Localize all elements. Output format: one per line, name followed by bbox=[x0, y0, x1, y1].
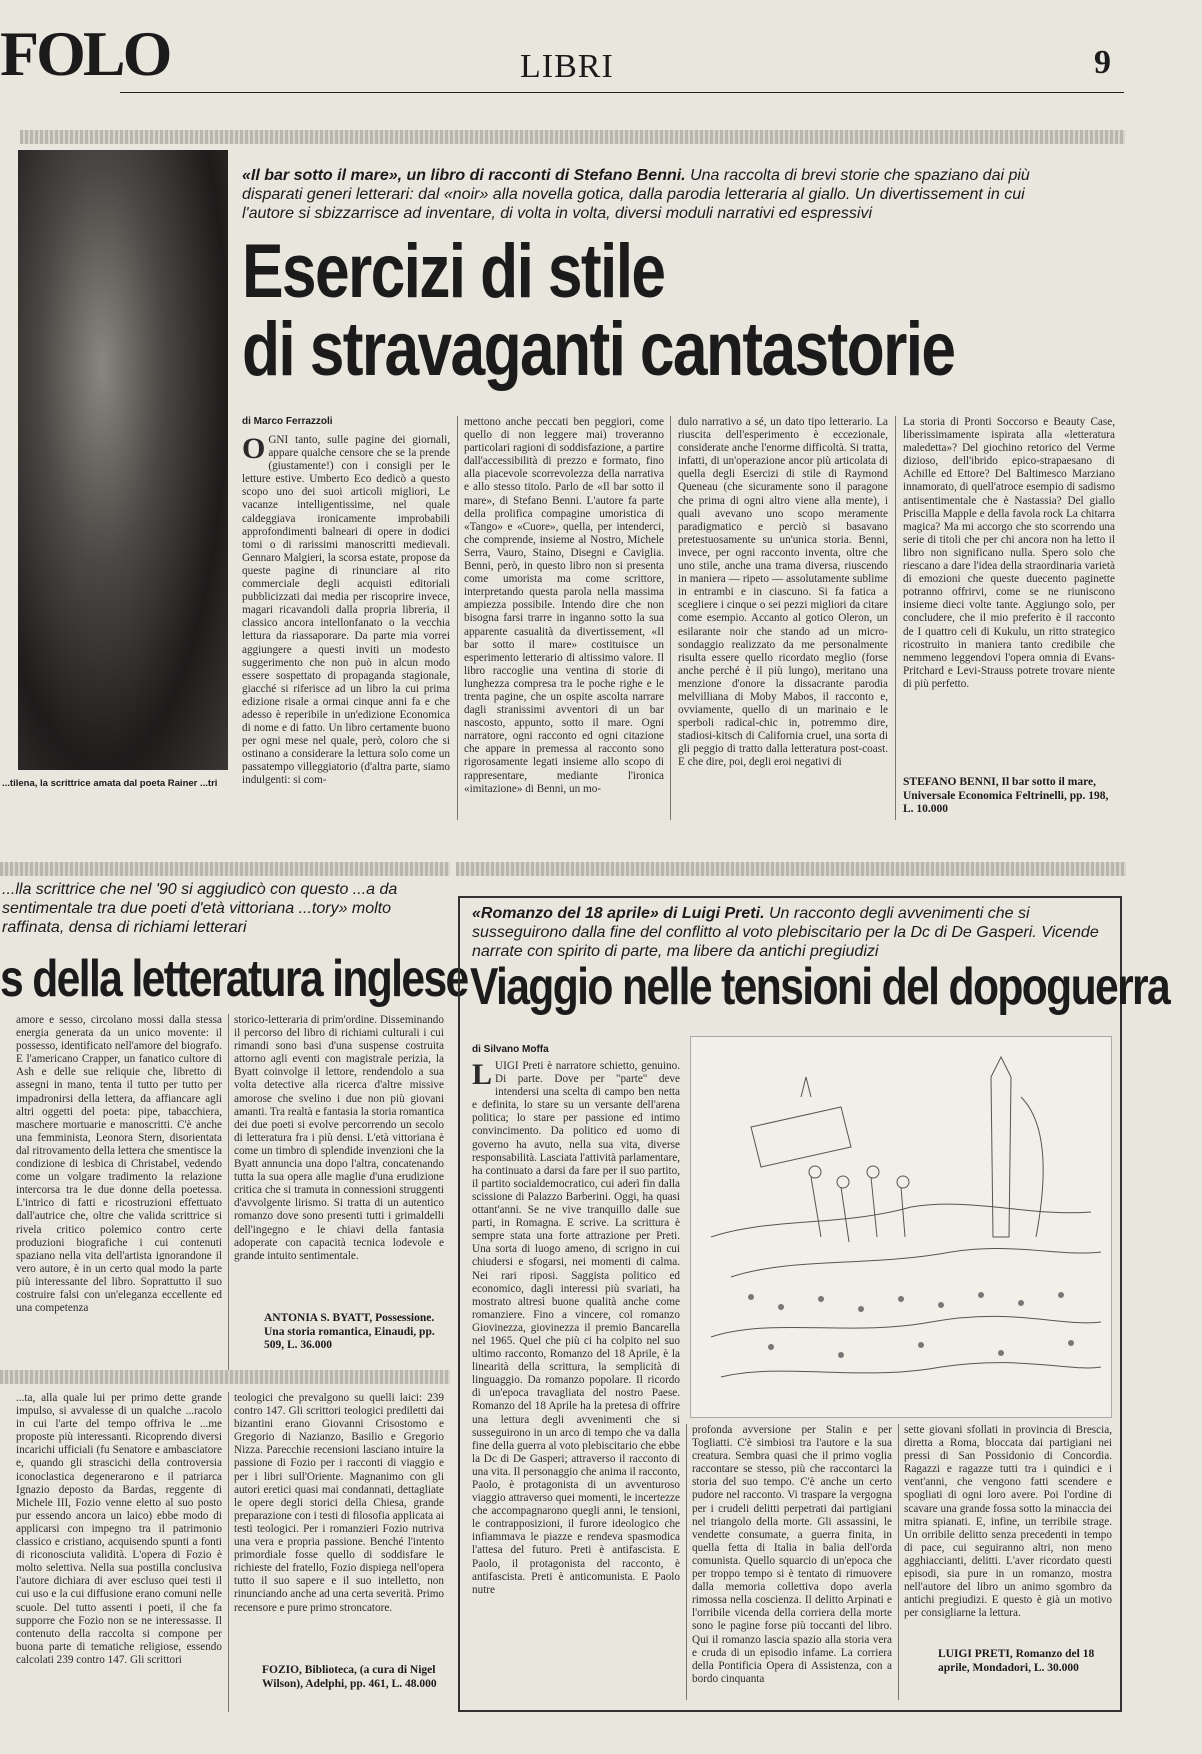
illustration-sketch bbox=[691, 1037, 1111, 1417]
band-middle-left bbox=[0, 862, 450, 876]
section-title: LIBRI bbox=[520, 48, 614, 85]
article3-column-2: teologici che prevalgono su quelli laici: 239 contro 147. Gli scrittori teologici prediletti dai bizantini erano Giovanni Crisostomo e Gregorio di Nazianzo, Basilio e Gregorio Nizza. Parecchie recensioni lasciano intuire la passione di Fozio per i racconti di viaggio e per i libri sull'Oriente. Magnanimo con gli autori eretici quasi mai condannati, dettagliate le opere degli storici della Chiesa, grande preparazione con i testi di filosofia applicata ai testi teologici. Per i romanzieri Fozio nutriva una vera e propria passione. Benché l'intento primordiale fosse quello di soddisfare le richieste del fratello, Fozio dispiega nell'opera tutto il suo sapere e il suo intelletto, non rinunciando anche ad una certa severità. Primo recensore e pure primo stroncatore. bbox=[234, 1392, 444, 1614]
article3-column-1: ...ta, alla quale lui per primo dette grande impulso, si avvalesse di un qualche ...racolo in cui l'arte del tempo offriva le ...me proposte più interessanti. Ricoprendo diversi incarichi ufficiali (fu Senatore e ambasciatore e, quando gli strascichi della controversia iconoclastica degenerarono e il patriarca Ignazio deposto da Bardas, reggente di Michele III, Fozio venne eletto al suo posto pur essendo ancora un laico) ebbe modo di applicarsi con impegno tra il patrimonio classico e cristiano, acquisendo spunti a fonti di riconosciuta validità. L'opera di Fozio è molto selettiva. Nella sua postilla conclusiva l'autore dichiara di aver escluso quei testi il cui uso e la cui diffusione erano comuni nelle scuole. Del tutto assenti i poeti, il che fa supporre che Fozio non se ne interessasse. Il contenuto della raccolta si compone per buona parte di tematiche religiose, essendo calcolati 239 contro 147. Gli scrittori bbox=[16, 1392, 222, 1666]
dropcap: O bbox=[242, 434, 266, 465]
article4-headline: Viaggio nelle tensioni del dopoguerra bbox=[470, 958, 1170, 1016]
article1-kicker bbox=[242, 166, 1072, 223]
article2-book-credit: ANTONIA S. BYATT, Possessione. Una storia romantica, Einaudi, pp. 509, L. 36.000 bbox=[264, 1312, 435, 1351]
article2-column-1: amore e sesso, circolano mossi dalla stessa energia generata da un unico movente: il possesso, identificato nell'amore del biografo. E l'americano Crapper, un fanatico cultore di Ash e delle sue reliquie che, libretto di assegni in mano, tenta il tutto per tutto per impadronirsi della lettera, da affiancare agli altri oggetti del poeta: pipe, tabacchiera, maschere mortuarie e manoscritti. C'è anche una femminista, Leonora Stern, disorientata dal ritrovamento della lettera che smentisce la condizione di lesbica di Christabel, vedendo come un volgare tradimento la relazione intercorsa tra le due donne della poetessa. L'intrico di fatti e ricostruzioni effettuato dall'autrice che, oltre che valida scrittrice si rivela critico polemico contro certe produzioni biografiche i cui contenuti spaziano nella vita dell'artista ignorandone il vero autore, è in un certo qual modo la parte più interessante del libro. Soprattutto il suo costruire falsi con un'eleganza eccellente ed una competenza bbox=[16, 1014, 222, 1315]
article2-headline: s della letteratura inglese bbox=[0, 950, 468, 1008]
band-middle-right bbox=[456, 862, 1126, 876]
column-divider bbox=[457, 416, 458, 820]
article4-book-credit: LUIGI PRETI, Romanzo del 18 aprile, Mondadori, L. 30.000 bbox=[938, 1648, 1095, 1674]
article4-kicker-text: Un racconto degli avvenimenti che si susseguirono dalla fine del conflitto al voto plebiscitario per la Dc di De Gasperi. Vicende narrate con spirito di parte, ma libere da antichi pregiudizi bbox=[472, 905, 1099, 960]
article1-headline-line1: Esercizi di stile bbox=[242, 229, 665, 314]
column-divider bbox=[686, 1424, 687, 1700]
photo-caption: ...tilena, la scrittrice amata dal poeta Rainer ...tri bbox=[2, 778, 218, 789]
article3-book-credit: FOZIO, Biblioteca, (a cura di Nigel Wilson), Adelphi, pp. 461, L. 48.000 bbox=[262, 1664, 437, 1690]
article4-column-2: profonda avversione per Stalin e per Togliatti. C'è simbiosi tra l'autore e la sua creatura. Sembra quasi che il primo voglia raccontare se stesso, più che raccontarci la storia del suo tempo. C'è anche un certo pudore nel racconto. Vi traspare la vergogna per i crudeli delitti perpetrati dai partigiani nel triangolo della morte. Gli assassini, le vendette consumate, a guerra finita, in quella fetta di Italia in balia dell'orda comunista. Quello squarcio di un'epoca che per troppo tempo si è tentato di rimuovere dalla memoria collettiva dopo averla rimossa nella coscienza. Il delitto Arpinati e l'orribile vicenda della corriera della morte sono le pagine forse più toccanti del libro. Qui il romanzo lascia spazio alla storia vera e cruda di un episodio infame. La corriera della Pontificia Opera di Assistenza, con a bordo cinquanta bbox=[692, 1424, 892, 1685]
illustration-drawing bbox=[690, 1036, 1112, 1418]
article1-byline: di Marco Ferrazzoli bbox=[242, 416, 333, 427]
article1-column-3: dulo narrativo a sé, un dato tipo letterario. La riuscita dell'esperimento è eccezionale, considerate anche l'enorme difficoltà. Si tratta, infatti, di un'operazione ancor più articolata di quella degli Esercizi di stile di Raymond Queneau (che sicuramente sono il paragone che prima di ogni altro viene alla mente), i quali avevano uno scopo meramente paradigmatico e perciò si basavano pretestuosamente su un'unica storia. Benni, invece, per ogni racconto inventa, oltre che uno stile, anche una trama diversa, riuscendo in maniera — ripeto — assolutamente sublime in entrambi e in ciascuno. Si fa fatica a scegliere i cinque o sei pezzi migliori da citare come esempio. Accanto al gotico Oleron, un esilarante noir che stando ad un micro-sondaggio realizzato da me personalmente risulta essere quello ricordato meglio (forse anche perché è il più lungo), meritano una menzione d'onore la dissacrante parodia melvilliana di Moby Mabos, il racconto e, ovviamente, quello di un marinaio e le sperboli radical-chic in, potremmo dire, stadiosi-kitsch di California cruel, una sorta di gli peggio di tratto dalla letteratura post-coast. E che dire, poi, degli eroi negativi di bbox=[678, 416, 888, 769]
column-divider bbox=[895, 416, 896, 820]
author-photo bbox=[18, 150, 228, 770]
article1-book-credit: STEFANO BENNI, Il bar sotto il mare, Universale Economica Feltrinelli, pp. 198, L. 10.000 bbox=[903, 776, 1109, 815]
dropcap: L bbox=[472, 1060, 493, 1091]
column-divider bbox=[228, 1014, 229, 1384]
article1-column-4: La storia di Pronti Soccorso e Beauty Case, liberissimamente ispirata alla «letteratura maledetta»? Del giochino retorico del Verme dizioso, dell'ibrido epico-strapaesano di Achille ed Ettore? Del Baltimesco Marziano innamorato, di quell'atroce esempio di sadismo antisentimentale che è Nastassia? Del giallo Priscilla Mapple e della favola rock La chitarra magica? Ma mi accorgo che sto scorrendo una serie di titoli che per chi ancora non ha letto il libro non significano nulla. Spero solo che riescano a dare l'idea della straordinaria varietà di emozioni che queste duecento paginette potranno offrirvi, come se ne riuniscono insieme dieci volte tante. Aggiungo solo, per concludere, che il mio preferito è il racconto de I quattro celi di Kukulu, un ritto strategico ricostruito in maniera tanto credibile che nemmeno leggendovi l'opera omnia di Evans-Pritchard e Levi-Strauss potrete trovare niente di più perfetto. bbox=[903, 416, 1115, 690]
article4-kicker bbox=[472, 904, 1108, 961]
article2-column-2: storico-letteraria di prim'ordine. Disseminando il percorso del libro di richiami culturali i cui rimandi sono basi d'una suspense costruita attorno agli eventi con magistrale perizia, la Byatt coinvolge il lettore, rendendolo a sua volta detective alla ricerca d'altre missive amorose che svelino i due non più giovani amanti. Tra realtà e fantasia la storia romantica dei due poeti si evolve percorrendo un secolo di letteratura fra i più densi. L'età vittoriana è come un timbro di splendide invenzioni che la Byatt annuncia una dopo l'altra, concatenando tutta la sua opera alle maglie d'una erudizione critica che si tramuta in connessioni struggenti d'avvolgente lirismo. Si tratta di un autentico romanzo dove sono presenti tutti i grimaldelli dell'ingegno e le chiavi della fantasia adoperate con capacità tecnica lodevole e grande intuito sentimentale. bbox=[234, 1014, 444, 1262]
article1-kicker-title: «Il bar sotto il mare», un libro di racconti di Stefano Benni. bbox=[242, 167, 686, 184]
article4-kicker-title: «Romanzo del 18 aprile» di Luigi Preti. bbox=[472, 905, 765, 922]
article1-column-1: OGNI tanto, sulle pagine dei giornali, appare qualche censore che se la prende (giustamente!) con i consigli per le letture estive. Umberto Eco dedicò a questo scopo uno dei suoi articoli migliori, Le vacanze intelligentissime, nel quale caldeggiava ironicamente improbabili approfondimenti balneari di opere in dodici tomi o di rarissimi manoscritti medievali. Gennaro Malgieri, la scorsa estate, propose da queste pagine di rinunciare al rito commerciale degli acquisti editoriali pubblicizzati dai media per riscoprire invece, magari ricavandoli dalla propria libreria, il classico ancora intellonfanato o la vecchia lettura da riassaporare. Da parte mia vorrei aggiungere a questi inviti un modesto suggerimento che non può in alcun modo essere sospettato di propaganda stagionale, giacché si riferisce ad un libro la cui prima edizione risale a ormai cinque anni fa e che adesso è reperibile in un'edizione Economica di nome e di fatto. Un libro certamente buono per ogni mese nel quale, però, coloro che si ostinano a considerare la lettura solo come un passatempo villeggiatorio (d'altra parte, siamo indulgenti: si com- bbox=[242, 434, 450, 787]
band-top bbox=[20, 130, 1125, 144]
column-divider bbox=[670, 416, 671, 820]
article4-column-1: LUIGI Preti è narratore schietto, genuino. Di parte. Dove per "parte" deve intendersi una scelta di campo ben netta e definita, lo stare su un versante dell'arena politica; lo stare per passione ed intimo convincimento. Da politico ed uomo di governo ha avuto, nella sua vita, diverse responsabilità. Lasciata l'attività parlamentare, ha continuato a darsi da fare per il suo partito, il partito socialdemocratico, cui aderì fin dalla scissione di Palazzo Barberini. Oggi, ha quasi ottant'anni. Se ne vive tranquillo dalle sue parti, in Romagna. E scrive. La scrittura è sempre stata una forte attrazione per Preti. Una sorta di luogo ameno, di scrigno in cui chiudersi e sfogarsi, nei momenti di calma. Nei rari riposi. Saggista politico ed economico, dagli interessi più svariati, ha mostrato altresì buone qualità anche come romanziere. Fino a vincere, col romanzo Giovinezza, giovinezza il premio Bancarella nel 1965. Quel che più ci ha colpito nel suo ultimo racconto, Romanzo del 18 Aprile, è la linearità della scrittura, la semplicità di linguaggio. Da romanzo popolare. Il ricordo di un'epoca travagliata del nostro Paese. Romanzo del 18 Aprile ha la pretesa di offrire una lettura degli avvenimenti che si susseguirono in un arco di tempo che va dalla fine della guerra al voto plebiscitario che ebbe la Dc di De Gasperi; attraverso il racconto di una vita. Il personaggio che anima il racconto, Paolo, è protagonista di un avventuroso viaggio attraverso quei momenti, le incertezze che accompagnarono quegli anni, le tensioni, le contrapposizioni, il furore ideologico che infiammava le piazze e rendeva spasmodica l'attesa del futuro. Preti è antifascista. E Paolo, il protagonista del racconto, è antifascista. Preti è anticomunista. E Paolo nutre bbox=[472, 1060, 680, 1596]
header-rule bbox=[120, 92, 1124, 93]
article1-column-2: mettono anche peccati ben peggiori, come quello di non leggere mai) troveranno particolari ragioni di soddisfazione, a partire dall'accessibilità di prezzo e formato, fino alla piacevole scorrevolezza della narrativa e allo stesso titolo. Parlo de «Il bar sotto il mare», di Stefano Benni. L'autore fa parte della prolifica compagine umoristica di «Tango» e «Cuore», quella, per intenderci, che comprende, insieme al Nostro, Michele Serra, Vauro, Staino, Disegni e Caviglia. Benni, però, in questo libro non si presenta come umorista ma come scrittore, interpretando questa parola nella massima ampiezza possibile. Intendo dire che non bisogna farsi trarre in inganno sotto la sua apparente casualità da divertissement, «Il bar sotto il mare» costituisce un esperimento letterario di altissimo valore. Il libro raccoglie una ventina di storie di lunghezza compresa tra le poche righe e le trenta pagine, che un ospite ascolta narrare dagli stranissimi avventori di un bar nascosto, appunto, sotto il mare. Ogni narratore, ogni racconto ed ogni citazione che appare in premessa al racconto sono rigorosamente legati insieme allo scopo di rappresentare, mediante l'ironica «imitazione» di Benni, un mo- bbox=[464, 416, 664, 795]
masthead: FOLO bbox=[0, 18, 170, 89]
article1-kicker-text: Una raccolta di brevi storie che spaziano dai più disparati generi letterari: dal «noir» alla novella gotica, dalla parodia letteraria al giallo. Un divertissement in cui l'autore si sbizzarrisce ad inventare, di volta in volta, diversi moduli narrativi ed espressivi bbox=[242, 167, 1030, 222]
article4-byline: di Silvano Moffa bbox=[472, 1044, 549, 1055]
article1-headline-line2: di stravaganti cantastorie bbox=[242, 307, 955, 392]
column-divider bbox=[228, 1392, 229, 1712]
band-bottom-left bbox=[0, 1370, 450, 1384]
page-number: 9 bbox=[1094, 44, 1111, 81]
article4-column-3: sette giovani sfollati in provincia di Brescia, diretta a Roma, bloccata dai partigiani nei pressi di San Possidonio di Concordia. Ragazzi e ragazze tutti tra i quindici e i vent'anni, che vengono fatti scendere e spogliati di ogni loro avere. Poi l'ordine di scavare una grande fossa sotto la minaccia dei mitra spianati. E, infine, un terribile strage. Un orribile delitto senza precedenti in tempo di pace, cui seguiranno altri, non meno agghiaccianti, delitti. L'aver ricordato questi episodi, sia pure in un romanzo, mostra nell'autore del libro un animo sgombro da antichi pregiudizi. E questo è già un motivo per consigliarne la lettura. bbox=[904, 1424, 1112, 1620]
column-divider bbox=[898, 1424, 899, 1700]
article2-kicker: ...lla scrittrice che nel '90 si aggiudicò con questo ...a da sentimentale tra due poeti d'età vittoriana ...tory» molto raffinata, densa di richiami letterari bbox=[2, 881, 398, 936]
